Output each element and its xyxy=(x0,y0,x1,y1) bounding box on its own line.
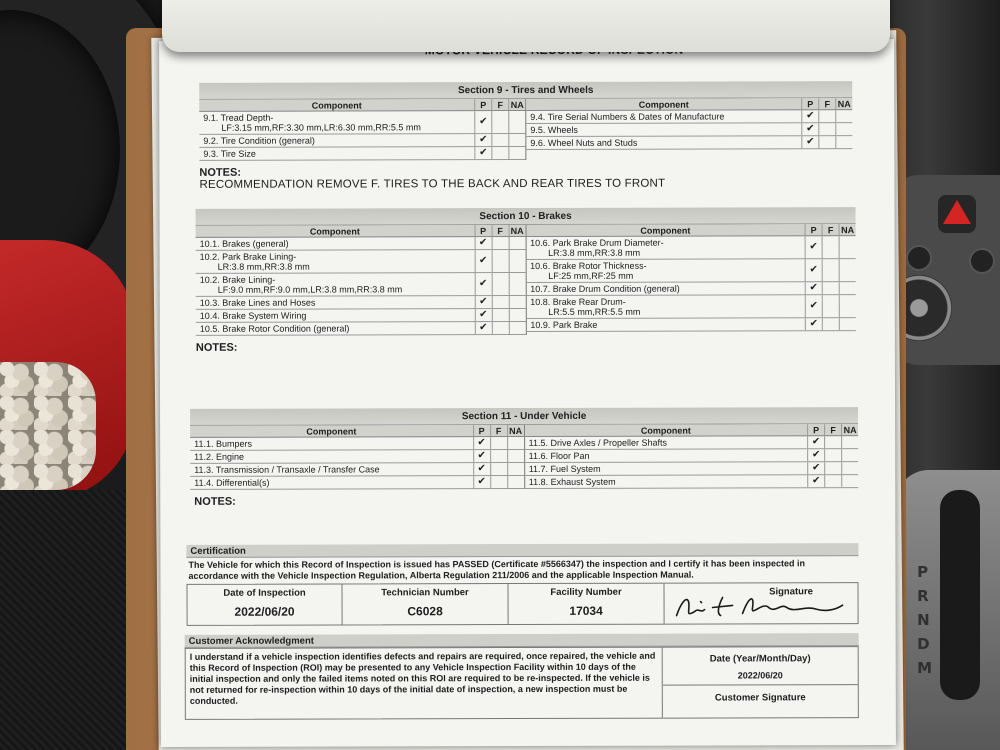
table-row xyxy=(196,296,526,310)
right-column xyxy=(525,98,852,160)
fail-cell xyxy=(491,237,508,249)
notes-area xyxy=(196,334,856,376)
check-mark-icon: ✔ xyxy=(478,237,488,249)
inspection-grid xyxy=(196,224,856,336)
pass-cell xyxy=(474,322,491,334)
table-row xyxy=(199,111,525,135)
na-cell xyxy=(835,123,852,135)
component-cell xyxy=(526,236,805,259)
pass-cell xyxy=(807,436,824,448)
na-cell xyxy=(508,309,525,321)
table-row xyxy=(199,147,525,161)
component-header: Component xyxy=(640,425,691,436)
pass-cell xyxy=(474,134,491,146)
na-cell xyxy=(839,282,856,294)
table-row xyxy=(526,123,852,137)
component-name: 11.7. Fuel System xyxy=(528,463,601,474)
left-column xyxy=(196,225,526,336)
component-name: 10.8. Brake Rear Drum- xyxy=(530,296,626,307)
na-cell xyxy=(839,295,856,317)
component-cell xyxy=(190,463,473,476)
na-cell xyxy=(841,436,858,448)
check-mark-icon: ✔ xyxy=(812,475,821,487)
column-header-row xyxy=(190,425,524,438)
na-cell xyxy=(841,449,858,461)
component-cell xyxy=(526,295,805,318)
fail-cell xyxy=(824,449,841,461)
na-cell xyxy=(508,250,525,272)
fail-cell xyxy=(818,136,835,148)
check-mark-icon: ✔ xyxy=(479,309,488,321)
technician-signature-icon xyxy=(671,587,851,623)
certification-text: The Vehicle for which this Record of Inspection is issued has PASSED (Certificate #5566347) the inspection and I certify it has been inspected in accordance with the Vehicle Inspection Regulation, Alberta Regulation 211/2006 and the applicable Inspection Manual. xyxy=(188,558,805,581)
table-row xyxy=(525,462,859,476)
na-cell xyxy=(507,450,524,462)
fail-header: F xyxy=(491,225,508,236)
acknowledgment-date-label: Date (Year/Month/Day) xyxy=(709,653,811,665)
acknowledgment-date-signature xyxy=(663,647,858,718)
component-detail: LR:5.5 mm,RR:5.5 mm xyxy=(548,306,641,317)
fail-header: F xyxy=(818,98,835,109)
na-header: NA xyxy=(839,224,856,235)
component-detail: LF:25 mm,RF:25 mm xyxy=(548,270,634,281)
certification-heading: Certification xyxy=(186,543,858,558)
pass-header: P xyxy=(474,225,491,236)
check-mark-icon: ✔ xyxy=(806,136,815,148)
inspection-grid xyxy=(199,98,852,161)
component-cell xyxy=(526,282,805,295)
table-row xyxy=(526,318,856,332)
component-cell xyxy=(199,111,474,134)
pass-cell xyxy=(805,295,822,317)
check-mark-icon: ✔ xyxy=(809,282,818,294)
fail-header: F xyxy=(490,425,507,436)
table-row xyxy=(196,273,526,297)
pass-cell xyxy=(807,475,824,487)
section-title: Section 10 - Brakes xyxy=(196,207,856,226)
pass-cell xyxy=(474,111,491,133)
na-cell xyxy=(841,475,858,487)
notes-area xyxy=(190,488,858,530)
table-row xyxy=(190,437,524,451)
component-name: 10.6. Park Brake Drum Diameter- xyxy=(530,237,664,248)
facility-cell xyxy=(509,584,665,624)
fail-cell xyxy=(490,437,507,449)
component-cell xyxy=(525,436,808,449)
component-cell xyxy=(190,437,473,450)
component-name: 11.8. Exhaust System xyxy=(528,476,616,487)
console-button-right xyxy=(969,248,995,274)
fail-cell xyxy=(491,250,508,272)
na-cell xyxy=(508,322,525,334)
component-cell xyxy=(196,237,475,250)
pass-cell xyxy=(474,250,491,272)
table-row xyxy=(525,449,859,463)
pass-cell xyxy=(474,296,491,308)
table-row xyxy=(526,282,856,296)
date-of-inspection-label: Date of Inspection xyxy=(223,587,306,599)
customer-signature-label: Customer Signature xyxy=(714,692,806,704)
component-cell xyxy=(196,250,475,273)
check-mark-icon: ✔ xyxy=(479,116,488,128)
na-cell xyxy=(507,463,524,475)
component-detail: LR:3.8 mm,RR:3.8 mm xyxy=(548,247,641,258)
pass-cell xyxy=(801,110,818,122)
notes-label: NOTES: xyxy=(194,495,236,508)
pass-header: P xyxy=(801,98,818,109)
fail-cell xyxy=(491,309,508,321)
notes-area xyxy=(199,159,852,209)
table-row xyxy=(196,309,526,323)
notes-text: RECOMMENDATION REMOVE F. TIRES TO THE BACK AND REAR TIRES TO FRONT xyxy=(199,177,666,191)
component-name: 10.3. Brake Lines and Hoses xyxy=(199,297,316,308)
fail-header: F xyxy=(822,224,839,235)
certification-section xyxy=(186,543,858,626)
pass-cell xyxy=(474,237,491,249)
section-title: Section 9 - Tires and Wheels xyxy=(199,81,852,100)
component-cell xyxy=(525,462,808,475)
component-cell xyxy=(196,322,475,335)
pass-header: P xyxy=(807,424,824,435)
pass-cell xyxy=(801,136,818,148)
check-mark-icon: ✔ xyxy=(806,110,815,122)
component-cell xyxy=(196,296,475,309)
pass-cell xyxy=(801,123,818,135)
pass-cell xyxy=(473,450,490,462)
component-header: Component xyxy=(640,225,691,236)
signature-label: Signature xyxy=(769,586,813,598)
gear-shifter-slot xyxy=(940,490,980,700)
check-mark-icon: ✔ xyxy=(477,437,486,449)
fail-cell xyxy=(491,111,508,133)
acknowledgment-text: I understand if a vehicle inspection identifies defects and repairs are required, once repaired, the vehicle and this Record of Inspection (ROI) may be presented to any Vehicle Inspection Facility within 10 days of the initial inspection and only the failed items noted on this ROI are required to be re-inspected. If the vehicle is not returned for re-inspection within 10 days of the initial date of inspection, a new inspection must be conducted. xyxy=(186,648,663,719)
na-cell xyxy=(839,318,856,330)
hazard-triangle-icon xyxy=(943,200,971,224)
component-header: Component xyxy=(638,99,689,110)
component-name: 11.6. Floor Pan xyxy=(528,450,590,461)
section-brakes xyxy=(196,207,856,376)
component-name: 11.1. Bumpers xyxy=(194,438,253,449)
component-cell xyxy=(526,318,805,331)
table-row xyxy=(196,322,526,336)
component-name: 10.1. Brakes (general) xyxy=(199,238,289,249)
acknowledgment-heading: Customer Acknowledgment xyxy=(185,633,859,648)
component-cell xyxy=(525,449,808,462)
inspection-record-document xyxy=(159,39,896,747)
check-mark-icon: ✔ xyxy=(479,296,488,308)
hazard-button xyxy=(938,195,976,233)
na-cell xyxy=(508,111,525,133)
facility-number-label: Facility Number xyxy=(550,586,622,598)
fail-header: F xyxy=(824,424,841,435)
pass-cell xyxy=(473,476,490,488)
table-row xyxy=(526,259,856,283)
check-mark-icon: ✔ xyxy=(477,450,486,462)
inspection-grid xyxy=(190,424,858,490)
component-name: 11.5. Drive Axles / Propeller Shafts xyxy=(528,437,668,448)
technician-number-label: Technician Number xyxy=(381,587,469,599)
table-row xyxy=(525,475,859,489)
check-mark-icon: ✔ xyxy=(477,463,486,475)
date-of-inspection-cell xyxy=(188,584,343,624)
check-mark-icon: ✔ xyxy=(809,318,819,330)
console-button-left xyxy=(906,245,932,271)
column-header-row xyxy=(526,98,852,111)
section-under-vehicle xyxy=(190,407,858,530)
table-row xyxy=(196,237,526,251)
fail-cell xyxy=(822,282,839,294)
fail-cell xyxy=(490,476,507,488)
na-cell xyxy=(839,236,856,258)
gear-indicator: P R N D M xyxy=(917,563,932,677)
component-cell xyxy=(196,309,475,322)
na-header: NA xyxy=(841,424,858,435)
technician-number-value: C6028 xyxy=(407,604,443,619)
pass-cell xyxy=(805,259,822,281)
pass-cell xyxy=(473,437,490,449)
right-column xyxy=(524,424,859,489)
na-header: NA xyxy=(507,425,524,436)
fail-cell xyxy=(491,147,508,159)
component-name: 9.5. Wheels xyxy=(530,124,578,135)
component-cell xyxy=(526,123,801,136)
na-cell xyxy=(841,462,858,474)
component-cell xyxy=(190,450,473,463)
pass-cell xyxy=(807,462,824,474)
pass-cell xyxy=(805,318,822,330)
check-mark-icon: ✔ xyxy=(478,255,488,267)
component-name: 10.9. Park Brake xyxy=(530,319,598,330)
check-mark-icon: ✔ xyxy=(806,123,815,135)
table-row xyxy=(526,136,852,150)
fail-cell xyxy=(818,123,835,135)
section-title: Section 11 - Under Vehicle xyxy=(190,407,858,426)
table-row xyxy=(526,110,852,124)
component-name: 10.2. Park Brake Lining- xyxy=(199,251,297,262)
component-name: 9.3. Tire Size xyxy=(203,148,256,159)
check-mark-icon: ✔ xyxy=(479,322,488,334)
na-header: NA xyxy=(835,98,852,109)
na-cell xyxy=(835,110,852,122)
pass-header: P xyxy=(805,224,822,235)
check-mark-icon: ✔ xyxy=(809,300,818,312)
component-name: 11.4. Differential(s) xyxy=(194,477,270,488)
component-cell xyxy=(526,259,805,282)
component-cell xyxy=(199,147,474,160)
pass-cell xyxy=(805,236,822,258)
component-detail: LR:3.8 mm,RR:3.8 mm xyxy=(217,261,310,272)
na-cell xyxy=(507,437,524,449)
check-mark-icon: ✔ xyxy=(477,476,486,488)
left-column xyxy=(199,99,525,161)
section-tires-wheels xyxy=(199,81,852,209)
component-detail: LF:9.0 mm,RF:9.0 mm,LR:3.8 mm,RR:3.8 mm xyxy=(217,284,403,295)
component-name: 10.7. Brake Drum Condition (general) xyxy=(530,283,680,294)
customer-acknowledgment-section xyxy=(185,633,859,720)
pass-header: P xyxy=(473,425,490,436)
na-cell xyxy=(508,296,525,308)
component-header: Component xyxy=(306,426,357,437)
component-name: 9.1. Tread Depth- xyxy=(203,112,274,123)
check-mark-icon: ✔ xyxy=(809,241,818,253)
pass-header: P xyxy=(474,99,491,110)
check-mark-icon: ✔ xyxy=(811,462,821,474)
table-row xyxy=(526,295,856,319)
component-header: Component xyxy=(311,100,362,111)
signature-cell xyxy=(664,583,857,624)
fail-cell xyxy=(490,463,507,475)
component-detail: LF:3.15 mm,RF:3.30 mm,LR:6.30 mm,RR:5.5 mm xyxy=(221,122,421,133)
component-header: Component xyxy=(309,226,360,237)
facility-number-value: 17034 xyxy=(569,603,603,618)
fail-cell xyxy=(491,273,508,295)
na-cell xyxy=(508,147,525,159)
column-header-row xyxy=(525,424,859,437)
check-mark-icon: ✔ xyxy=(478,278,488,290)
component-name: 9.2. Tire Condition (general) xyxy=(203,135,315,146)
na-cell xyxy=(508,237,525,249)
fail-cell xyxy=(822,259,839,281)
component-name: 10.4. Brake System Wiring xyxy=(199,310,307,321)
table-row xyxy=(190,476,524,490)
component-cell xyxy=(199,134,474,147)
flipped-page-edge xyxy=(162,0,890,52)
component-name: 9.4. Tire Serial Numbers & Dates of Manufacture xyxy=(530,111,725,122)
fail-cell xyxy=(491,322,508,334)
na-header: NA xyxy=(508,99,525,110)
na-cell xyxy=(839,259,856,281)
table-row xyxy=(190,463,524,477)
fail-cell xyxy=(490,450,507,462)
component-name: 10.6. Brake Rotor Thickness- xyxy=(530,260,647,271)
component-name: 11.3. Transmission / Transaxle / Transfer Case xyxy=(194,464,380,475)
table-row xyxy=(199,134,525,148)
fail-cell xyxy=(824,475,841,487)
fail-cell xyxy=(818,110,835,122)
component-cell xyxy=(526,136,801,149)
pass-cell xyxy=(473,463,490,475)
fail-cell xyxy=(824,436,841,448)
na-cell xyxy=(508,134,525,146)
component-cell xyxy=(196,273,475,296)
technician-cell xyxy=(343,584,509,624)
fail-cell xyxy=(822,318,839,330)
check-mark-icon: ✔ xyxy=(809,264,818,276)
table-row xyxy=(190,450,524,464)
pass-cell xyxy=(474,309,491,321)
na-cell xyxy=(835,136,852,148)
left-column xyxy=(190,425,524,490)
table-row xyxy=(526,236,856,260)
component-name: 11.2. Engine xyxy=(194,451,245,462)
check-mark-icon: ✔ xyxy=(479,147,488,159)
fail-cell xyxy=(822,236,839,258)
fail-cell xyxy=(491,296,508,308)
column-header-row xyxy=(196,225,526,238)
pass-cell xyxy=(807,449,824,461)
na-cell xyxy=(508,273,525,295)
date-of-inspection-value: 2022/06/20 xyxy=(234,604,295,619)
fail-cell xyxy=(491,134,508,146)
column-header-row xyxy=(526,224,856,237)
column-header-row xyxy=(199,99,525,112)
acknowledgment-date-value: 2022/06/20 xyxy=(663,670,858,686)
gravel-ground xyxy=(0,362,96,490)
na-cell xyxy=(507,476,524,488)
pass-cell xyxy=(805,282,822,294)
component-cell xyxy=(190,476,473,489)
fail-cell xyxy=(824,462,841,474)
fail-cell xyxy=(822,295,839,317)
component-cell xyxy=(526,110,801,123)
component-name: 9.6. Wheel Nuts and Studs xyxy=(530,137,638,148)
component-name: 10.5. Brake Rotor Condition (general) xyxy=(199,323,350,334)
check-mark-icon: ✔ xyxy=(479,134,488,146)
right-column xyxy=(525,224,856,335)
check-mark-icon: ✔ xyxy=(811,449,821,461)
table-row xyxy=(525,436,859,450)
pass-cell xyxy=(474,147,491,159)
certification-table xyxy=(186,582,858,626)
pass-cell xyxy=(474,273,491,295)
component-cell xyxy=(525,475,808,488)
na-header: NA xyxy=(508,225,525,236)
acknowledgment-box xyxy=(185,646,859,720)
fail-header: F xyxy=(491,99,508,110)
component-name: 10.2. Brake Lining- xyxy=(199,274,276,285)
check-mark-icon: ✔ xyxy=(811,436,821,448)
notes-label: NOTES: xyxy=(195,341,238,354)
table-row xyxy=(196,250,526,274)
notes-label: NOTES: xyxy=(199,166,242,179)
